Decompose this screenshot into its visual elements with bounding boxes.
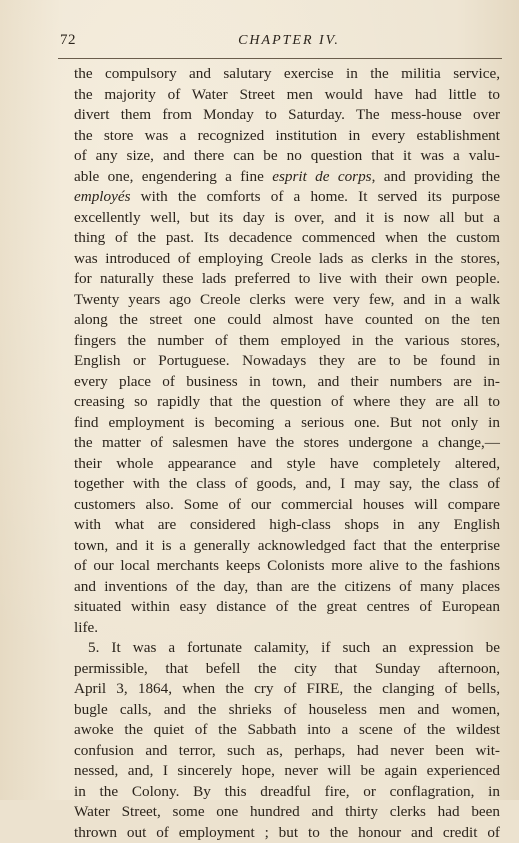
- text-line: and inventions of the day, than are the citizens of many places: [74, 577, 500, 598]
- page-header: [60, 32, 500, 52]
- running-head: CHAPTER IV.: [60, 33, 500, 49]
- text-line: fingers the number of them employed in the various stores,: [74, 331, 500, 352]
- text-line: excellently well, but its day is over, and it is now all but a: [74, 208, 500, 229]
- text-line: thing of the past. Its decadence commenced when the custom: [74, 228, 500, 249]
- text-line: April 3, 1864, when the cry of FIRE, the clanging of bells,: [74, 679, 500, 700]
- text-line: with what are considered high-class shops in any English: [74, 515, 500, 536]
- paragraph-start-line: 5. It was a fortunate calamity, if such an expression be: [74, 638, 500, 659]
- text-segment: , and providing the: [372, 168, 500, 185]
- text-line: the store was a recognized institution in every establishment: [74, 126, 500, 147]
- text-line: along the street one could almost have counted on the ten: [74, 310, 500, 331]
- text-line: nessed, and, I sincerely hope, never will be again experienced: [74, 761, 500, 782]
- text-line: creasing so rapidly that the question of where they are all to: [74, 392, 500, 413]
- text-line: together with the class of goods, and, I may say, the class of: [74, 474, 500, 495]
- text-segment: able one, engendering a fine: [74, 168, 272, 185]
- text-line: find employment is becoming a serious one. But not only in: [74, 413, 500, 434]
- text-line: the matter of salesmen have the stores undergone a change,—: [74, 433, 500, 454]
- text-line: [74, 187, 500, 208]
- text-line: awoke the quiet of the Sabbath into a scene of the wildest: [74, 720, 500, 741]
- text-line: Twenty years ago Creole clerks were very few, and in a walk: [74, 290, 500, 311]
- text-line: of our local merchants keeps Colonists more alive to the fashions: [74, 556, 500, 577]
- italic-word: employés: [74, 188, 131, 205]
- text-line: every place of business in town, and their numbers are in-: [74, 372, 500, 393]
- text-line: was introduced of employing Creole lads as clerks in the stores,: [74, 249, 500, 270]
- text-line: the compulsory and salutary exercise in the militia service,: [74, 64, 500, 85]
- text-line: customers also. Some of our commercial houses will compare: [74, 495, 500, 516]
- text-line: their whole appearance and style have completely altered,: [74, 454, 500, 475]
- text-line: in the Colony. By this dreadful fire, or conflagration, in: [74, 782, 500, 803]
- page-number: 72: [60, 32, 76, 49]
- text-line: for naturally these lads preferred to live with their own people.: [74, 269, 500, 290]
- text-line: situated within easy distance of the great centres of European: [74, 597, 500, 618]
- italic-phrase: esprit de corps: [272, 168, 371, 185]
- text-line: town, and it is a generally acknowledged fact that the enterprise: [74, 536, 500, 557]
- text-line: the majority of Water Street men would have had little to: [74, 85, 500, 106]
- text-line: of any size, and there can be no question that it was a valu-: [74, 146, 500, 167]
- header-rule: [58, 58, 502, 59]
- text-line: divert them from Monday to Saturday. The mess-house over: [74, 105, 500, 126]
- text-line: permissible, that befell the city that Sunday afternoon,: [74, 659, 500, 680]
- text-line: life.: [74, 618, 500, 639]
- text-line: [74, 167, 500, 188]
- body-text: [74, 64, 500, 843]
- text-line: bugle calls, and the shrieks of houseless men and women,: [74, 700, 500, 721]
- text-line: Water Street, some one hundred and thirty clerks had been: [74, 802, 500, 823]
- text-line: thrown out of employment ; but to the honour and credit of: [74, 823, 500, 843]
- text-line: English or Portuguese. Nowadays they are to be found in: [74, 351, 500, 372]
- text-line: confusion and terror, such as, perhaps, had never been wit-: [74, 741, 500, 762]
- text-segment: with the comforts of a home. It served its purpose: [131, 188, 500, 205]
